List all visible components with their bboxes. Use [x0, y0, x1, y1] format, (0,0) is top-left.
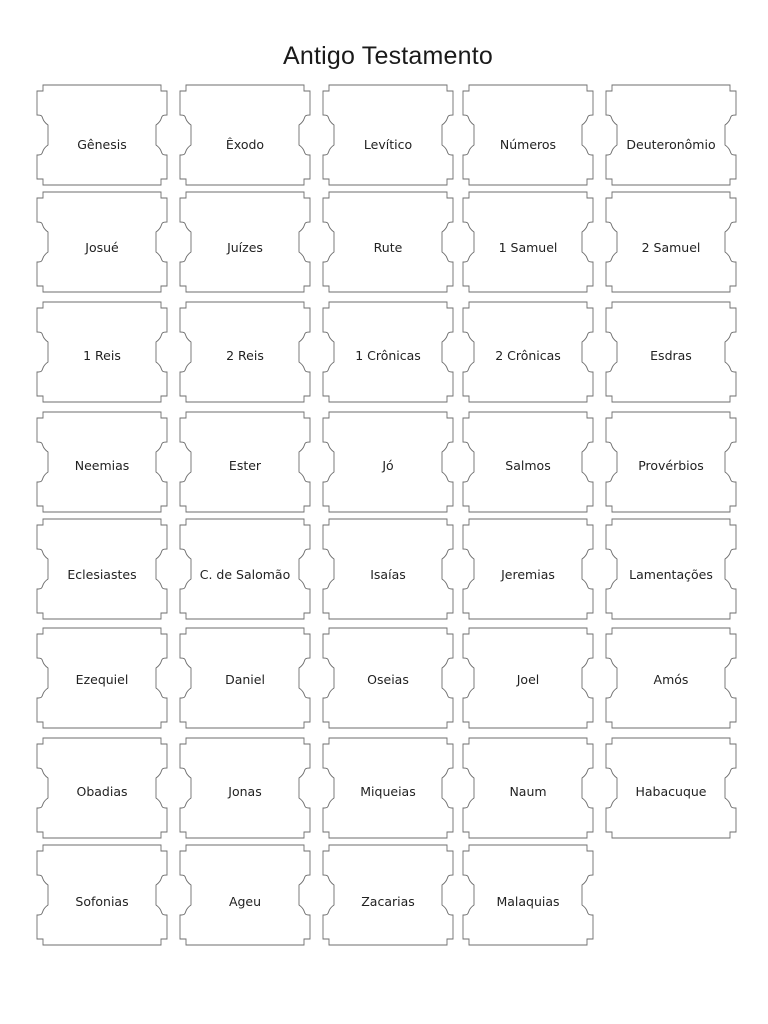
book-card	[463, 192, 593, 292]
book-card	[37, 192, 167, 292]
book-card	[463, 738, 593, 838]
book-name: 2 Crônicas	[495, 348, 561, 363]
book-card	[463, 628, 593, 728]
book-name: 2 Reis	[226, 348, 264, 363]
book-name: Miqueias	[360, 784, 416, 799]
book-card	[323, 85, 453, 185]
book-name: 1 Crônicas	[355, 348, 421, 363]
book-name: Números	[499, 137, 557, 152]
book-name: Neemias	[74, 458, 130, 473]
book-name: Jó	[382, 458, 394, 473]
page-title: Antigo Testamento	[282, 42, 494, 70]
book-card	[323, 192, 453, 292]
book-card	[37, 738, 167, 838]
book-card	[37, 85, 167, 185]
book-card	[323, 302, 453, 402]
book-card	[37, 519, 167, 619]
book-card	[323, 412, 453, 512]
book-name: Gênesis	[77, 137, 127, 152]
book-name: Ezequiel	[75, 672, 129, 687]
book-card	[323, 738, 453, 838]
book-name: C. de Salomão	[199, 567, 291, 582]
book-name: Êxodo	[225, 137, 265, 152]
card-outline	[606, 85, 736, 185]
book-name: Oseias	[367, 672, 409, 687]
book-card	[37, 412, 167, 512]
book-card	[606, 519, 736, 619]
book-name: Daniel	[225, 672, 265, 687]
book-card	[37, 845, 167, 945]
book-card	[180, 302, 310, 402]
book-name: Amós	[653, 672, 689, 687]
card-outline	[37, 85, 167, 185]
book-card	[606, 85, 736, 185]
book-card	[463, 412, 593, 512]
book-name: Sofonias	[75, 894, 129, 909]
book-name: 2 Samuel	[641, 240, 701, 255]
book-name: 1 Samuel	[498, 240, 558, 255]
book-name: Isaías	[370, 567, 406, 582]
book-card	[606, 412, 736, 512]
book-card	[180, 738, 310, 838]
book-name: Habacuque	[635, 784, 707, 799]
book-name: Esdras	[650, 348, 692, 363]
book-card	[323, 519, 453, 619]
book-card	[606, 302, 736, 402]
book-card	[606, 192, 736, 292]
book-card	[180, 845, 310, 945]
book-card	[463, 302, 593, 402]
book-name: Rute	[373, 240, 403, 255]
book-card	[37, 628, 167, 728]
book-name: Eclesiastes	[67, 567, 137, 582]
book-name: Ester	[228, 458, 262, 473]
book-name: Zacarias	[361, 894, 415, 909]
book-card	[323, 845, 453, 945]
book-name: Lamentações	[629, 567, 713, 582]
card-outline	[323, 85, 453, 185]
book-card	[463, 85, 593, 185]
book-card	[323, 628, 453, 728]
book-name: Obadias	[76, 784, 128, 799]
book-card	[180, 519, 310, 619]
book-name: Jeremias	[501, 567, 555, 582]
book-name: Josué	[85, 240, 119, 255]
book-card	[606, 738, 736, 838]
book-card	[180, 192, 310, 292]
book-name: Malaquias	[496, 894, 560, 909]
book-card	[180, 85, 310, 185]
book-name: Levítico	[363, 137, 413, 152]
card-outline	[180, 85, 310, 185]
book-name: Deuteronômio	[626, 137, 716, 152]
book-name: Provérbios	[638, 458, 704, 473]
book-card	[37, 302, 167, 402]
book-name: 1 Reis	[83, 348, 121, 363]
book-name: Ageu	[228, 894, 262, 909]
book-name: Naum	[509, 784, 547, 799]
book-card	[606, 628, 736, 728]
book-name: Jonas	[228, 784, 262, 799]
book-card	[463, 519, 593, 619]
book-name: Juízes	[227, 240, 263, 255]
card-outline	[463, 85, 593, 185]
book-card	[463, 845, 593, 945]
book-name: Joel	[516, 672, 540, 687]
book-name: Salmos	[505, 458, 551, 473]
book-card	[180, 628, 310, 728]
book-card	[180, 412, 310, 512]
